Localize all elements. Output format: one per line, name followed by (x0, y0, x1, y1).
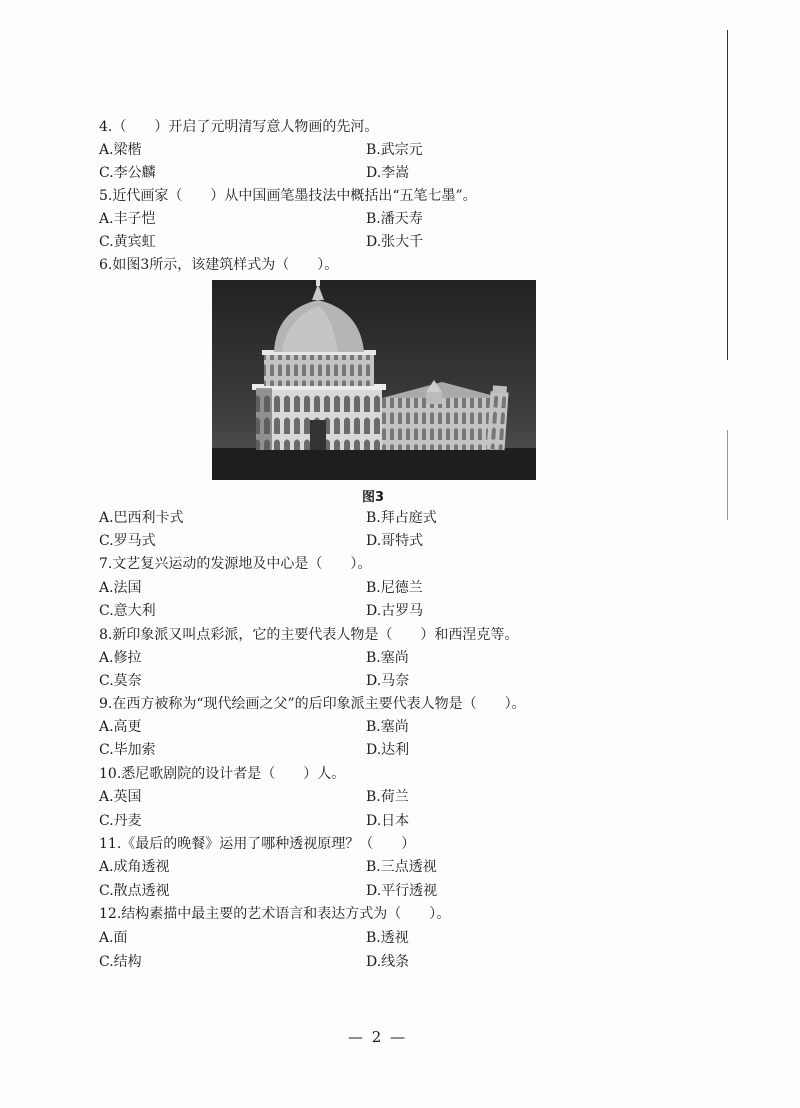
question-10-option-c: C.丹麦 (99, 813, 142, 829)
question-4-stem: 4.（ ）开启了元明清写意人物画的先河。 (99, 119, 379, 135)
question-8-stem: 8.新印象派又叫点彩派，它的主要代表人物是（ ）和西涅克等。 (99, 627, 519, 643)
question-8-option-d: D.马奈 (366, 673, 410, 689)
question-10-option-b: B.荷兰 (366, 789, 409, 805)
question-7-option-c: C.意大利 (99, 603, 156, 619)
question-5-option-a: A.丰子恺 (99, 211, 156, 227)
question-7-option-a: A.法国 (99, 580, 142, 596)
scan-edge-line (727, 30, 728, 360)
question-9-option-d: D.达利 (366, 742, 410, 758)
question-10-option-d: D.日本 (366, 813, 410, 829)
question-10-stem: 10.悉尼歌剧院的设计者是（ ）人。 (99, 766, 346, 782)
question-7-option-d: D.古罗马 (366, 603, 424, 619)
question-12-option-c: C.结构 (99, 954, 142, 970)
question-6-option-c: C.罗马式 (99, 533, 156, 549)
question-6-option-d: D.哥特式 (366, 533, 424, 549)
question-8-option-c: C.莫奈 (99, 673, 142, 689)
question-4-option-d: D.李嵩 (366, 165, 410, 181)
scan-edge-line-lower (727, 430, 728, 520)
question-11-stem: 11.《最后的晚餐》运用了哪种透视原理？（ ） (99, 836, 416, 852)
question-5-option-b: B.潘天寿 (366, 211, 423, 227)
question-4-option-b: B.武宗元 (366, 142, 423, 158)
question-9-stem: 9.在西方被称为“现代绘画之父”的后印象派主要代表人物是（ ）。 (99, 696, 526, 712)
question-6-option-b: B.拜占庭式 (366, 510, 437, 526)
question-9-option-a: A.高更 (99, 719, 142, 735)
question-12-stem: 12.结构素描中最主要的艺术语言和表达方式为（ ）。 (99, 906, 451, 922)
page-number: — 2 — (348, 1028, 408, 1046)
question-12-option-a: A.面 (99, 930, 128, 946)
question-9-option-b: B.塞尚 (366, 719, 409, 735)
question-12-option-b: B.透视 (366, 930, 409, 946)
question-5-stem: 5.近代画家（ ）从中国画笔墨技法中概括出“五笔七墨”。 (99, 188, 477, 204)
pisa-baptistery-photo (212, 280, 536, 480)
question-11-option-d: D.平行透视 (366, 883, 438, 899)
question-5-option-d: D.张大千 (366, 234, 424, 250)
question-11-option-b: B.三点透视 (366, 859, 437, 875)
question-4-option-c: C.李公麟 (99, 165, 156, 181)
question-10-option-a: A.英国 (99, 789, 142, 805)
figure-caption: 图3 (362, 490, 385, 505)
question-8-option-a: A.修拉 (99, 650, 142, 666)
question-12-option-d: D.线条 (366, 954, 410, 970)
question-5-option-c: C.黄宾虹 (99, 234, 156, 250)
question-9-option-c: C.毕加索 (99, 742, 156, 758)
question-7-stem: 7.文艺复兴运动的发源地及中心是（ ）。 (99, 556, 372, 572)
question-11-option-c: C.散点透视 (99, 883, 170, 899)
question-11-option-a: A.成角透视 (99, 859, 170, 875)
question-4-option-a: A.梁楷 (99, 142, 142, 158)
question-7-option-b: B.尼德兰 (366, 580, 423, 596)
question-8-option-b: B.塞尚 (366, 650, 409, 666)
question-6-stem: 6.如图3所示，该建筑样式为（ ）。 (99, 257, 339, 273)
question-6-option-a: A.巴西利卡式 (99, 510, 184, 526)
